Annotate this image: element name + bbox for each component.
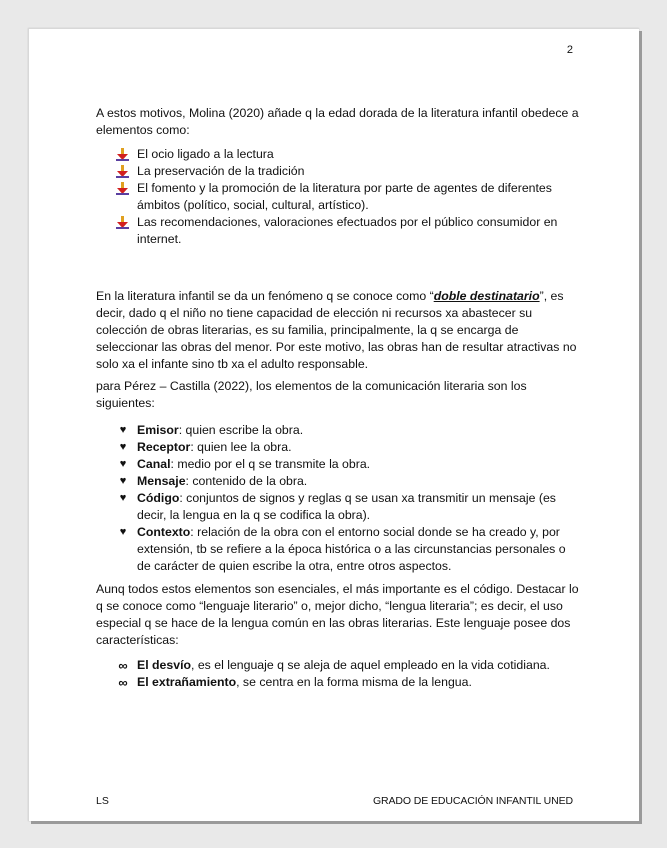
element-term: Contexto (137, 525, 191, 539)
page-number: 2 (566, 44, 573, 56)
doble-destinatario-term: doble destinatario (433, 289, 540, 303)
paragraph-codigo: Aunq todos estos elementos son esenciales, el más importante es el código. Destacar lo q se conoce como “lenguaje literario” o, mejor dicho, “lengua literaria”; es decir, el uso especial q se hace de la lengua común en las obras literarias. Este lenguaje posee dos características: (96, 582, 579, 647)
list-item (96, 473, 581, 490)
paragraph-perez: para Pérez – Castilla (2022), los elementos de la comunicación literaria son los siguientes: (96, 379, 527, 410)
element-term: Mensaje (137, 474, 186, 488)
element-desc: : quien lee la obra. (190, 440, 292, 454)
element-term: Código (137, 491, 180, 505)
list-item (96, 439, 581, 456)
feature-term: El desvío (137, 658, 191, 672)
page-content (96, 105, 581, 691)
element-term: Emisor (137, 423, 179, 437)
arrow-down-icon (116, 148, 129, 161)
feature-desc: , se centra en la forma misma de la lengua. (236, 675, 472, 689)
arrow-down-icon (116, 216, 129, 229)
element-term: Receptor (137, 440, 191, 454)
heart-icon: ♥ (119, 458, 127, 470)
heart-icon: ♥ (119, 526, 127, 538)
motives-list (96, 146, 581, 248)
element-desc: : medio por el q se transmite la obra. (170, 457, 371, 471)
text-segment: En la literatura infantil se da un fenómeno q se conoce como “ (96, 289, 434, 303)
heart-icon: ♥ (119, 492, 127, 504)
element-term: Canal (137, 457, 171, 471)
list-item-text: El ocio ligado a la lectura (137, 147, 274, 161)
heart-icon: ♥ (119, 475, 127, 487)
list-item (96, 456, 581, 473)
list-item (96, 490, 581, 524)
feature-desc: , es el lenguaje q se aleja de aquel empleado en la vida cotidiana. (191, 658, 550, 672)
element-desc: : conjuntos de signos y reglas q se usan xa transmitir un mensaje (es decir, la lengua en la q se codifica la obra). (137, 491, 556, 522)
document-page (28, 28, 639, 821)
arrow-down-icon (116, 182, 129, 195)
list-item (96, 146, 581, 163)
list-item-text: La preservación de la tradición (137, 164, 305, 178)
element-desc: : contenido de la obra. (185, 474, 308, 488)
list-item-text: El fomento y la promoción de la literatura por parte de agentes de diferentes ámbitos (político, social, cultural, artístico). (137, 181, 552, 212)
infinity-icon: ∞ (118, 675, 128, 690)
list-item (96, 180, 581, 214)
list-item (96, 163, 581, 180)
footer-right: GRADO DE EDUCACIÓN INFANTIL UNED (372, 795, 573, 807)
elements-list (96, 422, 581, 575)
feature-term: El extrañamiento (137, 675, 237, 689)
heart-icon: ♥ (119, 441, 127, 453)
list-item (96, 657, 581, 674)
list-item (96, 214, 581, 248)
features-list (96, 657, 581, 691)
heart-icon: ♥ (119, 424, 127, 436)
element-desc: : relación de la obra con el entorno social donde se ha creado y, por extensión, tb se refiere a la época histórica o a las circunstancias personales o de carácter de quien escribe la otra, entre otros aspectos. (137, 525, 566, 573)
list-item-text: Las recomendaciones, valoraciones efectuados por el público consumidor en internet. (137, 215, 558, 246)
arrow-down-icon (116, 165, 129, 178)
footer-left: LS (96, 795, 109, 807)
element-desc: : quien escribe la obra. (178, 423, 304, 437)
list-item (96, 524, 581, 575)
text-segment: ”, es decir, dado q el niño no tiene capacidad de elección ni recursos xa abastecer su colección de obras literarias, es su familia, principalmente, la q se encarga de seleccionar las obras del menor. Por este motivo, las obras han de resultar atractivas no solo xa el infante sino tb xa el adulto responsable. (96, 289, 577, 371)
list-item (96, 422, 581, 439)
paragraph-doble-destinatario (96, 288, 581, 373)
paragraph-intro: A estos motivos, Molina (2020) añade q la edad dorada de la literatura infantil obedece a elementos como: (96, 106, 579, 137)
infinity-icon: ∞ (118, 658, 128, 673)
list-item (96, 674, 581, 691)
